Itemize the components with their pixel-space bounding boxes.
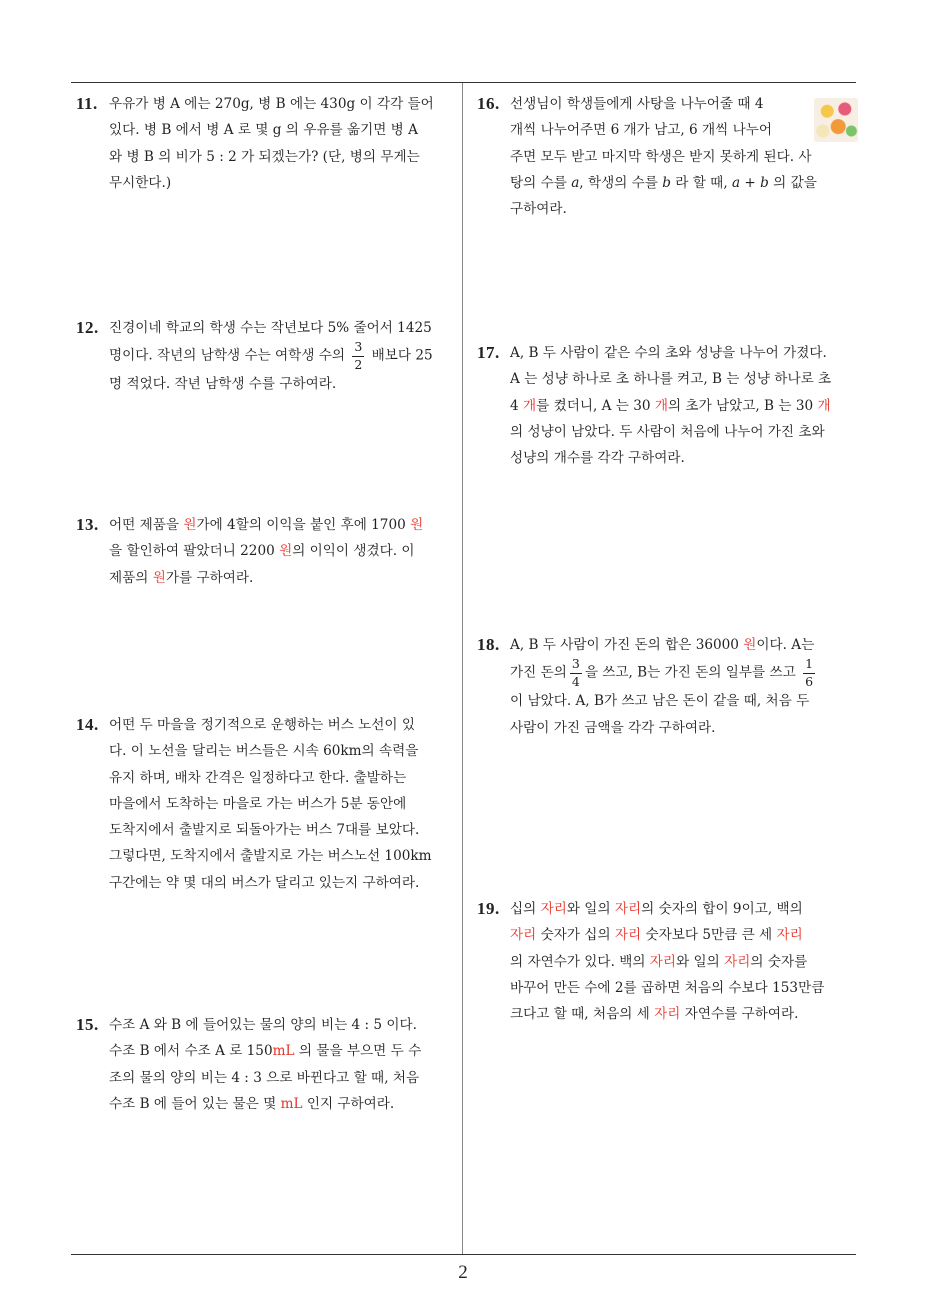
question-text: 조의 물의 양의 비는 4 : 3 으로 바뀐다고 할 때, 처음 [109,1069,420,1086]
question-text: 의 이익이 생겼다. 이 [292,543,415,560]
question-text: 자연수를 구하여라. [684,1006,799,1023]
question-text: 구간에는 약 몇 대의 버스가 달리고 있는지 구하여라. [109,874,420,891]
question-text: 를 켰더니, A 는 30 [536,397,651,414]
question-text: 수조 B 에서 수조 A 로 150 [109,1043,273,1060]
question-text: 바꾸어 만든 수에 2를 곱하면 처음의 수보다 153만큼 [510,979,825,996]
question-number: 11. [76,94,98,113]
question-text: 와 병 B 의 비가 5 : 2 가 되겠는가? (단, 병의 무게는 [109,148,420,165]
question-number: 16. [477,94,500,113]
question-text: 도착지에서 출발지로 되돌아가는 버스 7대를 보았다. [109,822,420,839]
question-19 [477,896,857,1027]
fraction-numerator: 1 [803,658,815,674]
question-text: 진경이네 학교의 학생 수는 작년보다 5% 줄어서 1425 [109,320,432,336]
question-text: 의 초가 남았고, B 는 30 [667,397,814,414]
question-text: 의 자연수가 있다. 백의 [510,953,646,970]
question-text: 있다. 병 B 에서 병 A 로 몇 g 의 우유를 옮기면 병 A [109,122,418,139]
highlight-won: 원 [410,517,424,533]
question-text-line [510,896,857,922]
question-text: 무시한다.) [109,174,172,191]
question-text: 크다고 할 때, 처음의 세 [510,1006,650,1023]
question-text-line [109,512,456,538]
question-11 [76,91,456,196]
question-text: 개씩 나누어주면 6 개가 남고, 6 개씩 나누어 [510,122,772,139]
question-number: 14. [76,715,99,734]
fraction-1-6 [803,658,815,688]
highlight-jari: 자리 [654,1006,681,1023]
variable-b: b [662,174,671,191]
question-text-line [510,1001,857,1027]
highlight-won: 원 [279,543,293,560]
question-text: 가진 돈의 [510,664,567,681]
question-text-line [510,632,857,658]
question-text: 어떤 두 마을을 정기적으로 운행하는 버스 노선이 있 [109,717,416,733]
question-text: 이 남았다. A, B가 쓰고 남은 돈이 같을 때, 처음 두 [510,693,810,710]
question-text: 가에 4할의 이익을 붙인 후에 1700 [196,517,406,533]
fraction-denominator: 4 [571,673,580,689]
question-text: 유지 하며, 배차 간격은 일정하다고 한다. 출발하는 [109,769,407,786]
highlight-jari: 자리 [614,901,642,917]
highlight-gae: 개 [817,397,831,414]
question-text-line [109,538,456,564]
highlight-ml: mL [272,1043,295,1060]
question-text-line [510,922,857,948]
question-text: 의 숫자를 [750,953,808,970]
question-text: 명이다. 작년의 남학생 수는 여학생 수의 [109,347,346,364]
question-text: 가를 구하여라. [165,569,254,586]
highlight-jari: 자리 [724,953,751,970]
question-17 [477,340,857,471]
question-18 [477,632,857,741]
question-text-line [510,949,857,975]
question-text: 숫자보다 5만큼 큰 세 [645,927,773,944]
question-text: 구하여라. [510,201,567,218]
question-text: , 학생의 수를 [579,174,658,191]
question-text: 의 숫자의 합이 9이고, 백의 [641,901,803,917]
question-text: 수조 B 에 들어 있는 물은 몇 [109,1095,277,1112]
question-text-line [109,1038,456,1064]
question-text: 와 일의 [566,901,611,917]
question-text: 제품의 [109,569,149,586]
highlight-gae: 개 [654,397,668,414]
question-text: 숫자가 십의 [540,927,611,944]
highlight-jari: 자리 [510,927,537,944]
question-text-line [109,565,456,591]
question-text: 인지 구하여라. [306,1095,395,1112]
question-text: 을 쓰고, B는 가진 돈의 일부를 쓰고 [584,664,796,681]
fraction-numerator: 3 [352,341,364,357]
highlight-gae: 개 [522,397,537,414]
question-16 [477,91,857,222]
highlight-jari: 자리 [776,927,803,944]
question-text-line [510,170,857,196]
question-text: 선생님이 학생들에게 사탕을 나누어줄 때 4 [510,96,764,112]
question-number: 13. [76,515,99,534]
question-text: 와 일의 [676,953,720,970]
question-text-line [510,658,857,688]
question-number: 12. [76,318,99,337]
fraction-3-4 [570,658,582,688]
question-13 [76,512,456,591]
highlight-won: 원 [152,569,166,586]
question-text: A 는 성냥 하나로 초 하나를 켜고, B 는 성냥 하나로 초 [510,371,832,388]
question-text: 사람이 가진 금액을 각각 구하여라. [510,719,716,736]
question-15 [76,1012,456,1117]
fraction-denominator: 2 [354,356,363,372]
question-text: 4 [510,397,519,414]
variable-a: a [571,174,580,191]
question-text-line [510,393,857,419]
highlight-won: 원 [183,517,197,533]
question-text: A, B 두 사람이 가진 돈의 합은 36000 [510,637,739,653]
fraction-denominator: 6 [805,673,814,689]
question-text: 의 값을 [773,174,817,191]
highlight-ml: mL [280,1095,303,1112]
question-text: 의 물을 부으면 두 수 [298,1043,422,1060]
question-text: 탕의 수를 [510,174,567,191]
fraction-numerator: 3 [570,658,582,674]
question-text-line [109,1091,456,1117]
highlight-jari: 자리 [614,927,642,944]
highlight-jari: 자리 [649,953,677,970]
question-number: 17. [477,343,500,362]
question-text: 주면 모두 받고 마지막 학생은 받지 못하게 된다. 사 [510,148,812,165]
question-text: 마을에서 도착하는 마을로 가는 버스가 5분 동안에 [109,795,407,812]
question-number: 15. [76,1015,99,1034]
highlight-won: 원 [743,637,757,653]
question-text: 십의 [510,901,537,917]
question-text: 이다. A는 [756,637,815,653]
question-text: 성냥의 개수를 각각 구하여라. [510,450,685,467]
question-12 [76,315,456,398]
question-text: 수조 A 와 B 에 들어있는 물의 양의 비는 4 : 5 이다. [109,1017,417,1033]
question-text: 라 할 때, [675,174,728,191]
bottom-rule [71,1254,856,1255]
top-rule [71,82,856,83]
fraction-3-2 [352,341,364,371]
question-text: 우유가 병 A 에는 270g, 병 B 에는 430g 이 각각 들어 [109,96,434,112]
expression-a-plus-b: a + b [731,174,769,191]
question-text: 의 성냥이 남았다. 두 사람이 처음에 나누어 가진 초와 [510,423,825,440]
question-text: 그렇다면, 도착지에서 출발지로 가는 버스노선 100km [109,848,432,865]
question-text: 다. 이 노선을 달리는 버스들은 시속 60km의 속력을 [109,743,419,760]
question-text: 배보다 25 [371,347,433,364]
column-divider [462,83,463,1255]
question-number: 19. [477,899,500,918]
question-text: 명 적었다. 작년 남학생 수를 구하여라. [109,376,337,393]
question-text: 어떤 제품을 [109,517,179,533]
question-number: 18. [477,635,500,654]
question-text: A, B 두 사람이 같은 수의 초와 성냥을 나누어 가졌다. [510,345,827,361]
page-number: 2 [458,1262,468,1283]
question-text-line [109,341,456,371]
question-text: 을 할인하여 팔았더니 2200 [109,543,275,560]
question-14 [76,712,456,896]
candy-image [814,98,858,142]
highlight-jari: 자리 [540,901,567,917]
